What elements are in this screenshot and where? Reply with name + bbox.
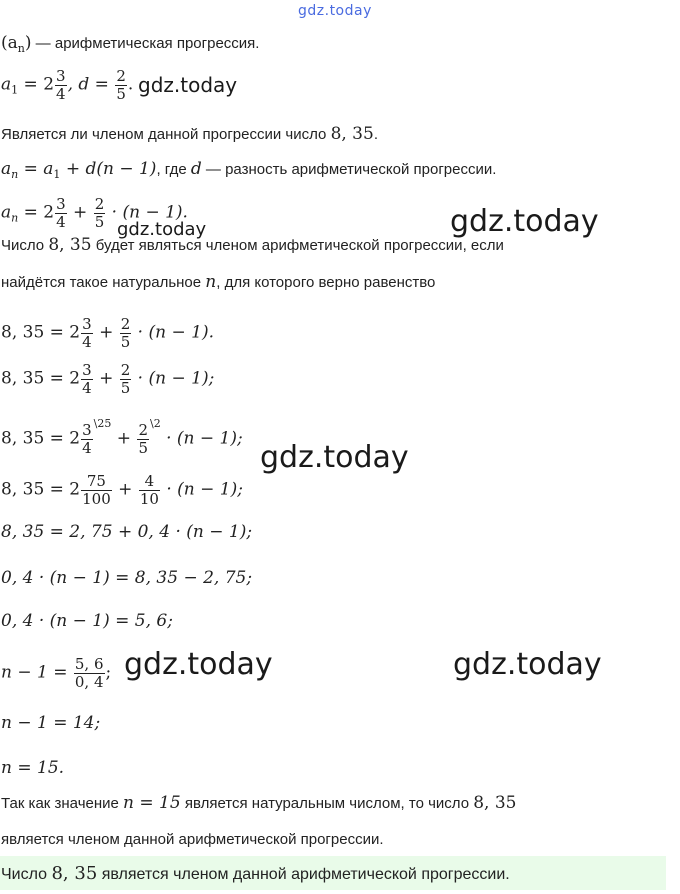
frac-num: 4 <box>144 472 155 490</box>
subst-frac2 <box>94 196 106 231</box>
formula-where: , где <box>156 161 191 178</box>
eq-frac <box>137 422 149 457</box>
frac-den: 4 <box>82 333 92 351</box>
frac-den: 100 <box>82 490 111 508</box>
frac-den: 5 <box>138 439 148 457</box>
eq-plus: + <box>111 428 137 449</box>
question-text: Является ли членом данной прогрессии число <box>1 126 327 143</box>
sequence-definition <box>1 33 259 59</box>
frac-den: 4 <box>82 439 92 457</box>
answer-b: является членом данной арифметической прогрессии. <box>97 866 510 883</box>
seq-sub: n <box>17 42 25 55</box>
frac-den: 5 <box>116 85 126 103</box>
eq-plus: + <box>93 322 119 343</box>
formula-explanation: — разность арифметической прогрессии. <box>201 161 497 178</box>
equation-1 <box>1 316 214 351</box>
question <box>1 124 378 145</box>
eq-end: · (n − 1); <box>132 368 215 389</box>
watermark: gdz.today <box>124 647 273 682</box>
eq-frac <box>120 316 132 351</box>
equation-9: n − 1 = 14; <box>1 713 101 733</box>
watermark: gdz.today <box>453 647 602 682</box>
eq-plus: + <box>93 368 119 389</box>
answer <box>1 864 510 885</box>
equation-5: 8, 35 = 2, 75 + 0, 4 · (n − 1); <box>1 522 253 542</box>
seq-open: (a <box>1 33 18 53</box>
eq-lhs: 8, 35 = 2 <box>1 322 81 343</box>
watermark-top: gdz.today <box>298 3 372 19</box>
frac-num: 2 <box>138 421 148 439</box>
eq-frac <box>81 362 93 397</box>
condition-number: 8, 35 <box>48 235 92 255</box>
conclusion-b: является натуральным числом, то число <box>180 795 474 812</box>
watermark: gdz.today <box>260 440 409 475</box>
eq-end: · (n − 1). <box>132 322 214 343</box>
eq-lhs: 8, 35 = 2 <box>1 428 81 449</box>
equation-4 <box>1 473 243 508</box>
answer-number: 8, 35 <box>51 863 98 884</box>
formula-sub1: 1 <box>53 168 61 181</box>
eq-lhs: 8, 35 = 2 <box>1 368 81 389</box>
eq-frac <box>120 362 132 397</box>
a1-sub: 1 <box>11 83 19 97</box>
subst-eq: = 2 <box>18 202 55 223</box>
eq-frac <box>81 422 93 457</box>
eq-frac <box>139 473 160 508</box>
watermark: gdz.today <box>117 219 207 240</box>
formula-rest: + d(n − 1) <box>60 159 157 179</box>
a1-symbol: a <box>1 74 12 95</box>
conclusion-number: 8, 35 <box>473 793 517 813</box>
frac-num: 2 <box>94 195 105 213</box>
eq-frac <box>74 656 105 691</box>
frac-den: 4 <box>56 85 66 103</box>
condition-b: будет являться членом арифметической прогрессии, если <box>91 237 504 254</box>
equation-3 <box>1 417 243 457</box>
answer-a: Число <box>1 866 52 883</box>
frac-num: 3 <box>82 315 92 333</box>
condition-d: , для которого верно равенство <box>216 274 436 291</box>
frac-num: 2 <box>116 67 126 85</box>
frac-num: 3 <box>56 67 66 85</box>
frac-num: 3 <box>82 361 92 379</box>
eq-end: ; <box>105 662 112 683</box>
question-end: . <box>373 126 378 143</box>
eq-frac <box>81 473 112 508</box>
eq-multiplier: \25 <box>93 417 112 430</box>
conclusion-1 <box>1 793 516 814</box>
frac-num: 3 <box>82 421 92 439</box>
d-fraction <box>115 68 127 103</box>
a1-fraction <box>55 68 67 103</box>
frac-den: 10 <box>139 490 159 508</box>
watermark: gdz.today <box>138 73 238 97</box>
frac-num: 3 <box>56 195 66 213</box>
given-values <box>1 68 133 103</box>
equation-6: 0, 4 · (n − 1) = 8, 35 − 2, 75; <box>1 568 253 588</box>
eq-plus: + <box>112 479 138 500</box>
general-formula <box>1 159 496 185</box>
given-end: . <box>127 74 134 95</box>
frac-num: 2 <box>120 361 131 379</box>
subst-end: · (n − 1). <box>106 202 188 223</box>
condition-a: Число <box>1 237 49 254</box>
frac-den: 4 <box>56 213 66 231</box>
condition-c: найдётся такое натуральное <box>1 274 206 291</box>
frac-num: 2 <box>120 315 131 333</box>
subst-plus: + <box>67 202 93 223</box>
equation-7: 0, 4 · (n − 1) = 5, 6; <box>1 611 173 631</box>
frac-den: 0, 4 <box>74 673 104 691</box>
frac-den: 5 <box>120 333 131 351</box>
an-symbol: a <box>1 159 12 179</box>
eq-multiplier: \2 <box>149 417 161 430</box>
frac-den: 4 <box>82 379 92 397</box>
equation-10: n = 15. <box>1 758 65 778</box>
frac-den: 5 <box>94 213 105 231</box>
eq-lhs: 8, 35 = 2 <box>1 479 81 500</box>
eq-frac <box>81 316 93 351</box>
an-symbol: a <box>1 202 12 223</box>
frac-den: 5 <box>120 379 131 397</box>
subst-frac1 <box>55 196 67 231</box>
equation-2 <box>1 362 214 397</box>
an-sub: n <box>11 211 19 225</box>
d-symbol: d <box>190 159 202 179</box>
condition-text <box>1 235 504 256</box>
conclusion-2: является членом данной арифметической прогрессии. <box>1 831 384 848</box>
eq-end: · (n − 1); <box>160 428 243 449</box>
seq-close: ) <box>24 33 32 53</box>
question-number: 8, 35 <box>330 124 374 144</box>
frac-num: 75 <box>86 472 106 490</box>
conclusion-eq: n = 15 <box>123 793 181 813</box>
frac-num: 5, 6 <box>74 655 104 673</box>
equation-8 <box>1 656 111 691</box>
n-symbol: n <box>205 272 217 292</box>
an-sub: n <box>11 168 19 181</box>
d-assign: , d = <box>67 74 115 95</box>
eq-end: · (n − 1); <box>160 479 243 500</box>
formula-eq: = a <box>18 159 54 179</box>
condition-text-2 <box>1 272 435 293</box>
a1-eq: = 2 <box>18 74 55 95</box>
eq-lhs: n − 1 = <box>1 662 73 683</box>
watermark: gdz.today <box>450 204 599 239</box>
conclusion-a: Так как значение <box>1 795 124 812</box>
seq-description: — арифметическая прогрессия. <box>31 35 260 52</box>
